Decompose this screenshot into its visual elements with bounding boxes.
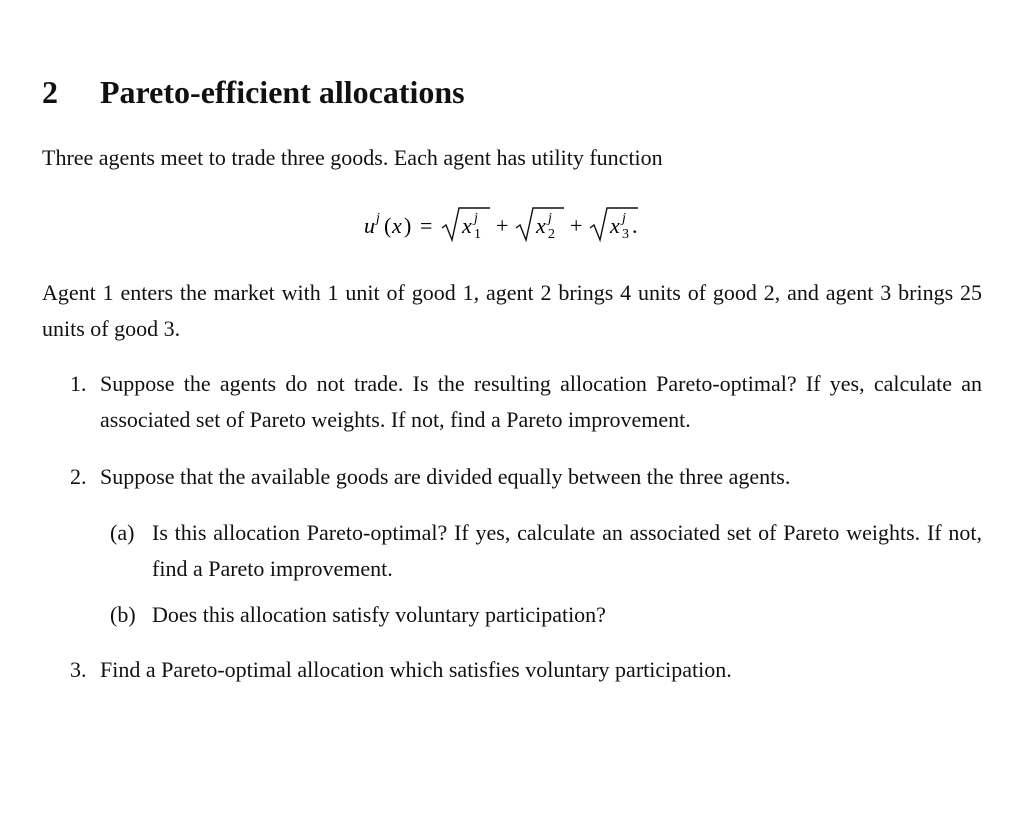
question-2b-label: (b): [110, 602, 136, 627]
formula-u-superscript: j: [376, 211, 380, 226]
question-2: [42, 459, 982, 495]
question-2b: [42, 597, 982, 633]
question-1: [42, 366, 982, 438]
formula-rparen: ): [404, 213, 412, 238]
term-3-sub: 3: [622, 227, 629, 242]
question-2a: [42, 515, 982, 587]
question-1-text: Suppose the agents do not trade. Is the resulting allocation Pareto-optimal? If yes, calculate an associated set of Pareto weights. If not, find a Pareto improvement.: [100, 371, 982, 432]
question-3-label: 3.: [70, 657, 87, 682]
section-title: Pareto-efficient allocations: [100, 74, 465, 110]
term-1-x: x: [462, 213, 472, 238]
question-2-label: 2.: [70, 464, 87, 489]
endowment-paragraph: Agent 1 enters the market with 1 unit of good 1, agent 2 brings 4 units of good 2, and agent 3 brings 25 units of good 3.: [42, 280, 982, 341]
plus-1: +: [496, 213, 509, 238]
term-3-sup: j: [622, 211, 626, 226]
question-2b-text: Does this allocation satisfy voluntary participation?: [152, 602, 606, 627]
question-1-label: 1.: [70, 371, 87, 396]
term-1-sub: 1: [474, 227, 481, 242]
formula-period: .: [632, 213, 638, 238]
section-heading: [42, 72, 465, 112]
term-2-sub: 2: [548, 227, 555, 242]
term-2-sup: j: [548, 211, 552, 226]
utility-formula: [364, 200, 664, 250]
plus-2: +: [570, 213, 583, 238]
question-3: [42, 652, 982, 688]
formula-x: x: [392, 213, 402, 238]
term-2-x: x: [536, 213, 546, 238]
formula-u: u: [364, 213, 375, 238]
formula-lparen: (: [384, 213, 392, 238]
utility-equation: [364, 200, 664, 250]
term-1-sup: j: [474, 211, 478, 226]
question-2a-text: Is this allocation Pareto-optimal? If yes, calculate an associated set of Pareto weights. If not, find a Pareto improvement.: [152, 520, 982, 581]
section-number: 2: [42, 74, 58, 110]
intro-paragraph: Three agents meet to trade three goods. Each agent has utility function: [42, 145, 663, 170]
formula-equals: =: [420, 213, 433, 238]
question-2a-label: (a): [110, 520, 135, 545]
term-3-x: x: [610, 213, 620, 238]
question-2-text: Suppose that the available goods are divided equally between the three agents.: [100, 464, 791, 489]
question-3-text: Find a Pareto-optimal allocation which satisfies voluntary participation.: [100, 657, 732, 682]
